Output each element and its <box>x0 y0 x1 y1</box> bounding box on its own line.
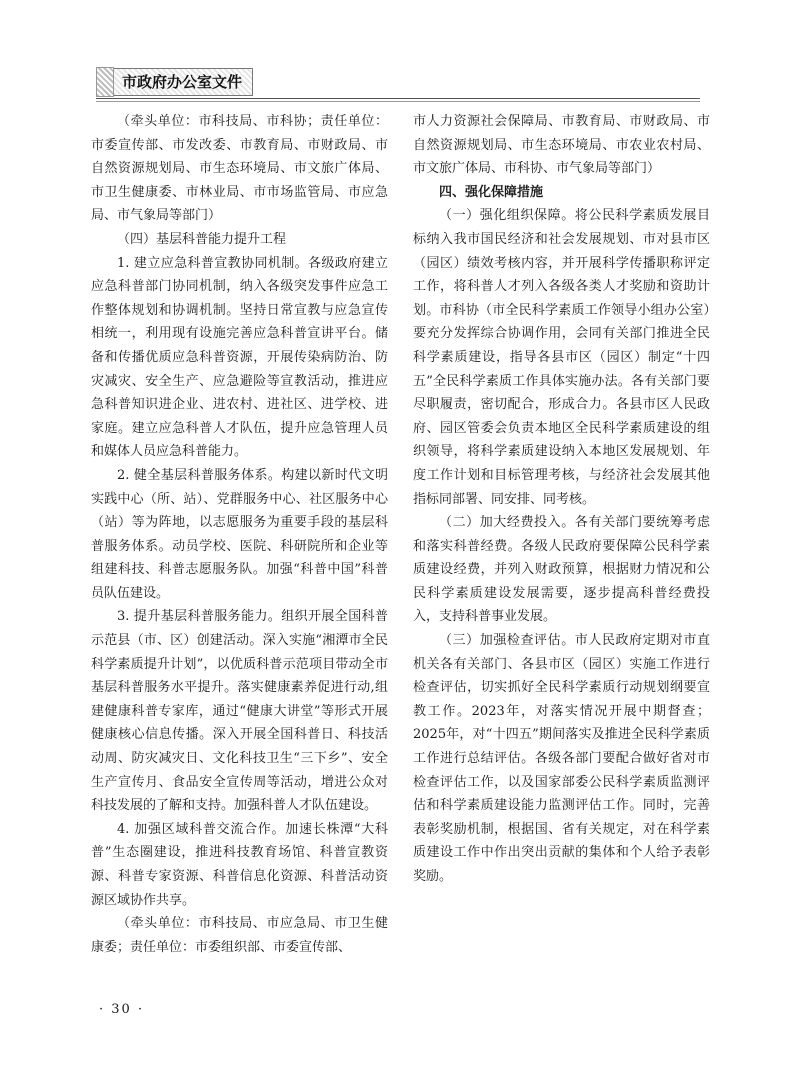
paragraph-continued: 市人力资源社会保障局、市教育局、市财政局、市自然资源规划局、市生态环境局、市农业农村局、市文旅广体局、市科协、市气象局等部门） <box>413 114 710 177</box>
paragraph: （二）加大经费投入。各有关部门要统筹考虑和落实科普经费。各级人民政府要保障公民科学素质建设经费，并列入财政预算，根据财力情况和公民科学素质建设发展需要，逐步提高科普经费投入，支持科普事业发展。 <box>413 515 710 625</box>
left-column <box>91 110 388 959</box>
paragraph: （三）加强检查评估。市人民政府定期对市直机关各有关部门、各县市区（园区）实施工作进行检查评估，切实抓好全民科学素质行动规划纲要宣教工作。2023年，对落实情况开展中期督查；2025年，对“十四五”期间落实及推进全民科学素质工作进行总结评估。各级各部门要配合做好省对市检查评估工作，以及国家部委公民科学素质监测评估和科学素质建设能力监测评估工作。同时，完善表彰奖励机制，根据国、省有关规定，对在科学素质建设工作中作出突出贡献的集体和个人给予表彰奖励。 <box>413 633 710 884</box>
page-number: · 30 · <box>99 1002 145 1017</box>
document-header <box>96 68 253 96</box>
header-title: 市政府办公室文件 <box>114 68 253 96</box>
section-heading: 四、强化保障措施 <box>439 184 544 200</box>
paragraph: 2. 健全基层科普服务体系。构建以新时代文明实践中心（所、站）、党群服务中心、社区服务中心（站）等为阵地，以志愿服务为重要手段的基层科普服务体系。动员学校、医院、科研院所和企业等组建科技、科普志愿服务队。加强“科普中国”科普员队伍建设。 <box>91 467 388 601</box>
right-column <box>413 110 710 889</box>
section-heading: （四）基层科普能力提升工程 <box>117 231 287 247</box>
paragraph: （牵头单位：市科技局、市应急局、市卫生健康委；责任单位：市委组织部、市委宣传部、 <box>91 916 388 955</box>
header-decoration-bar <box>96 67 114 97</box>
paragraph: 1. 建立应急科普宣教协同机制。各级政府建立应急科普部门协同机制，纳入各级突发事件应急工作整体规划和协调机制。坚持日常宣教与应急宣传相统一，利用现有设施完善应急科普宣讲平台。储备和传播优质应急科普资源，开展传染病防治、防灾减灾、安全生产、应急避险等宣教活动，推进应急科普知识进企业、进农村、进社区、进学校、进家庭。建立应急科普人才队伍，提升应急管理人员和媒体人员应急科普能力。 <box>91 255 388 460</box>
paragraph: 3. 提升基层科普服务能力。组织开展全国科普示范县（市、区）创建活动。深入实施“湘潭市全民科学素质提升计划”，以优质科普示范项目带动全市基层科普服务水平提升。落实健康素养促进行动,组建健康科普专家库，通过“健康大讲堂”等形式开展健康核心信息传播。深入开展全国科普日、科技活动周、防灾减灾日、文化科技卫生“三下乡”、安全生产宣传月、食品安全宣传周等活动，增进公众对科技发展的了解和支持。加强科普人才队伍建设。 <box>91 609 388 814</box>
paragraph: （牵头单位：市科技局、市科协；责任单位：市委宣传部、市发改委、市教育局、市财政局、市自然资源规划局、市生态环境局、市文旅广体局、市卫生健康委、市林业局、市市场监管局、市应急局、市气象局等部门） <box>91 114 388 224</box>
header-rule-thin <box>96 101 700 102</box>
paragraph: （一）强化组织保障。将公民科学素质发展目标纳入我市国民经济和社会发展规划、市对县市区（园区）绩效考核内容，并开展科学传播职称评定工作，将科普人才列入各级各类人才奖励和资助计划。市科协（市全民科学素质工作领导小组办公室）要充分发挥综合协调作用，会同有关部门推进全民科学素质建设，指导各县市区（园区）制定“十四五”全民科学素质工作具体实施办法。各有关部门要尽职履责，密切配合，形成合力。各县市区人民政府、园区管委会负责本地区全民科学素质建设的组织领导，将科学素质建设纳入本地区发展规划、年度工作计划和目标管理考核，与经济社会发展其他指标同部署、同安排、同考核。 <box>413 208 710 507</box>
paragraph: 4. 加强区域科普交流合作。加速长株潭“大科普”生态圈建设，推进科技教育场馆、科普宣教资源、科普专家资源、科普信息化资源、科普活动资源区域协作共享。 <box>91 821 388 908</box>
header-rule <box>96 98 700 99</box>
